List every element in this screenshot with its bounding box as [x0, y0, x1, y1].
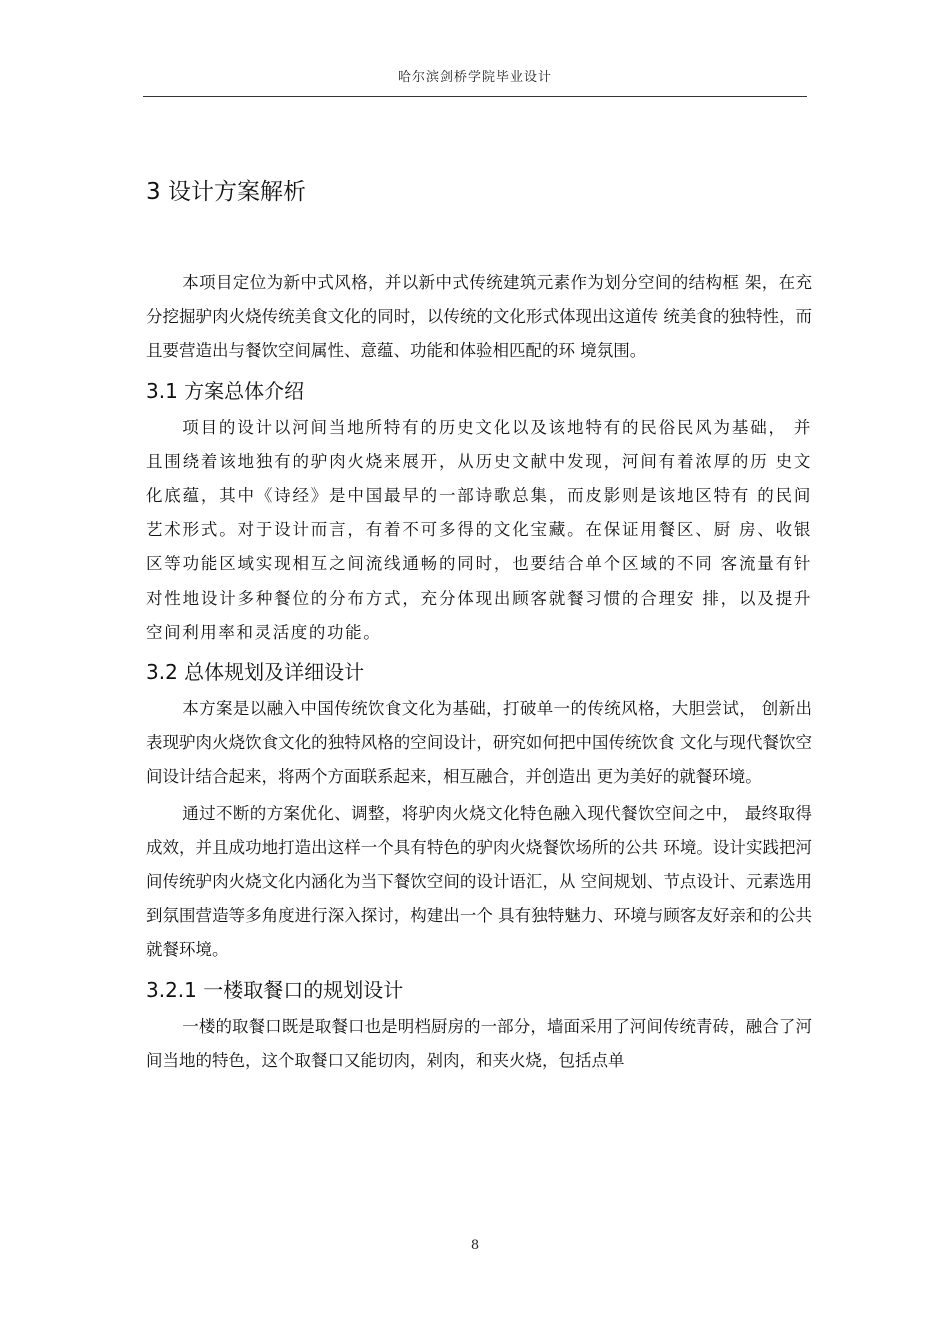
- subsection-3-1-paragraph: 项目的设计以河间当地所特有的历史文化以及该地特有的民俗民风为基础， 并且围绕着该地独有的驴肉火烧来展开，从历史文献中发现，河间有着浓厚的历 史文化底蕴，其中《诗经》是中国最早的一部诗歌总集，而皮影则是该地区特有 的民间艺术形式。对于设计而言，有着不可多得的文化宝藏。在保证用餐区、厨 房、收银区等功能区域实现相互之间流线通畅的同时，也要结合单个区域的不同 客流量有针对性地设计多种餐位的分布方式，充分体现出顾客就餐习惯的合理安 排，以及提升空间利用率和灵活度的功能。: [146, 417, 812, 642]
- subsection-3-2-paragraph-1: 本方案是以融入中国传统饮食文化为基础，打破单一的传统风格，大胆尝试， 创新出表现驴肉火烧饮食文化的独特风格的空间设计，研究如何把中国传统饮食 文化与现代餐饮空间设计结合起来，将两个方面联系起来，相互融合，并创造出 更为美好的就餐环境。: [146, 699, 812, 787]
- subsection-3-2-paragraph-2: 通过不断的方案优化、调整，将驴肉火烧文化特色融入现代餐饮空间之中， 最终取得成效，并且成功地打造出这样一个具有特色的驴肉火烧餐饮场所的公共 环境。设计实践把河间传统驴肉火烧文化内涵化为当下餐饮空间的设计语汇，从 空间规划、节点设计、元素选用到氛围营造等多角度进行深入探讨，构建出一个 具有独特魅力、环境与顾客友好亲和的公共就餐环境。: [146, 803, 812, 960]
- subsection-heading-3-2: 3.2 总体规划及详细设计: [146, 660, 365, 685]
- header-rule: [143, 96, 807, 97]
- running-header: 哈尔滨剑桥学院毕业设计: [397, 70, 552, 85]
- subsection-heading-3-1: 3.1 方案总体介绍: [146, 378, 305, 403]
- document-body: [146, 172, 812, 1080]
- page-number: 8: [470, 1238, 480, 1253]
- section-intro-paragraph: 本项目定位为新中式风格，并以新中式传统建筑元素作为划分空间的结构框 架，在充分挖掘驴肉火烧传统美食文化的同时，以传统的文化形式体现出这道传 统美食的独特性，而且要营造出与餐饮空间属性、意蕴、功能和体验相匹配的环 境氛围。: [146, 273, 812, 361]
- subsection-3-2-1-paragraph: 一楼的取餐口既是取餐口也是明档厨房的一部分，墙面采用了河间传统青砖，融合了河间当地的特色，这个取餐口又能切肉，剁肉，和夹火烧，包括点单: [146, 1016, 812, 1070]
- subsection-heading-3-2-1: 3.2.1 一楼取餐口的规划设计: [146, 977, 404, 1002]
- section-heading: 3 设计方案解析: [146, 179, 306, 205]
